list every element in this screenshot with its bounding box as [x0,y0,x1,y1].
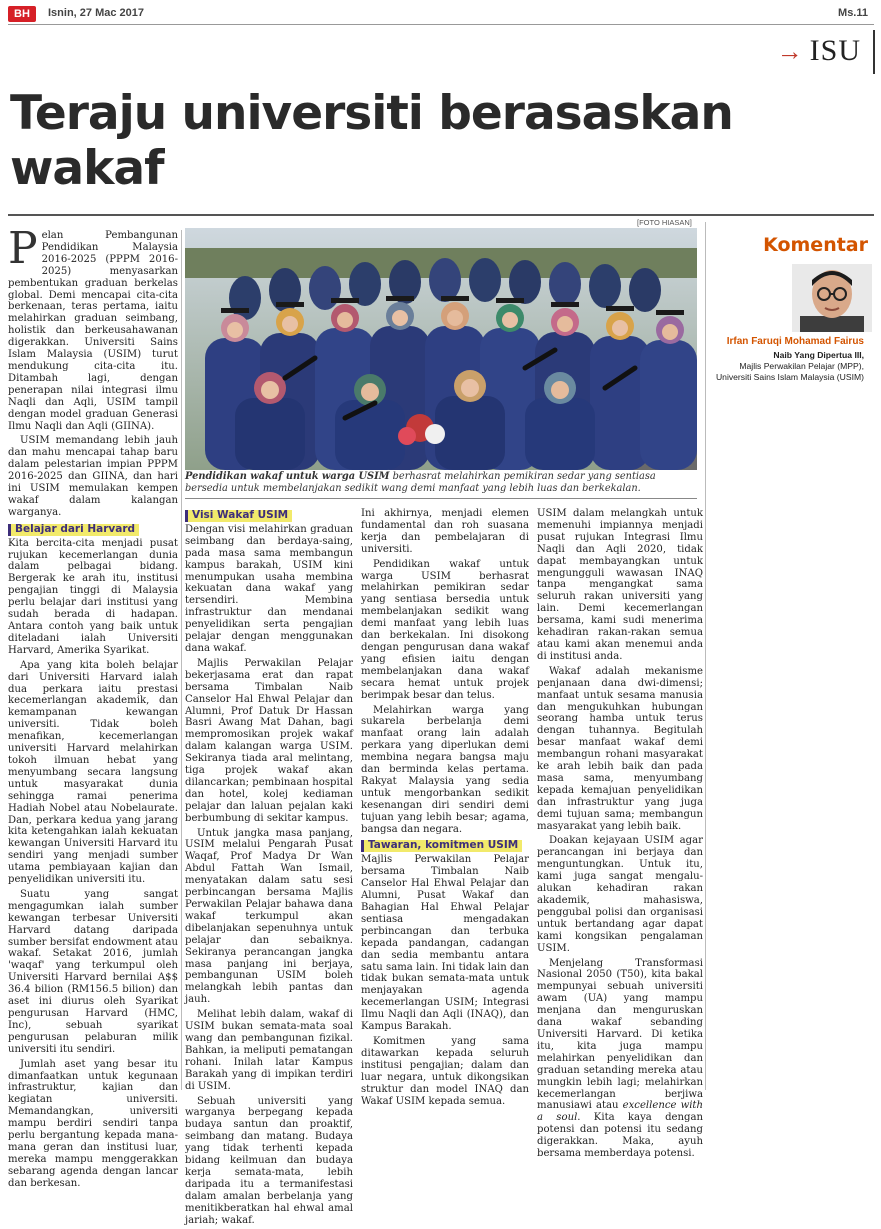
headline-rule [8,214,874,216]
paragraph: Melihat lebih dalam, wakaf di USIM bukan semata-mata soal wang dan pembangunan fizikal. Bahkan, ia meliputi pematangan rohani. Inilah latar Kampus Barakah yang di impikan terdiri di USIM. [185,1009,353,1092]
lead-paragraph: Pelan Pembangunan Pendidikan Malaysia 2016-2025 (PPPM 2016-2025) menyasarkan pembentukan graduan berkelas global. Demi mencapai cita-cita berkenaan, teras pertama, iaitu melahirkan graduan seimbang, holistik dan berkeusahawanan digerakkan. Universiti Sains Islam Malaysia (USIM) turut mendukung cita-cita itu. Ditambah lagi, dengan penerapan nilai integrasi ilmu Naqli dan Aqli, USIM tampil dengan model graduan Generasi Ilmu Naqli dan Aqli (GIINA). [8,223,178,432]
subhead-visi-wakaf: Visi Wakaf USIM [185,510,292,522]
paragraph: Majlis Perwakilan Pelajar bekerjasama erat dan rapat bersama Timbalan Naib Canselor Hal Ehwal Pelajar dan Alumni, Prof Datuk Dr Hassan Basri Awang Mat Dahan, bagi mempromosikan projek wakaf dalam kalangan warga USIM. Sekiranya tiada aral melintang, tiga projek wakaf akan dilancarkan; pembinaan hospital dan hotel, kolej kediaman pelajar dan laluan pejalan kaki berbumbung di sekitar kampus. [185,657,353,824]
author-org-1: Majlis Perwakilan Pelajar (MPP), [739,361,864,371]
author-name: Irfan Faruqi Mohamad Fairus [726,336,864,347]
paragraph: Komitmen yang sama ditawarkan kepada seluruh institusi pengajian; dalam dan luar negara, untuk dikongsikan struktur dan model INAQ dan Wakaf USIM kepada semua. [361,1035,529,1107]
section-label: ISU [809,34,861,67]
paragraph: USIM dalam melangkah untuk memenuhi impiannya menjadi pusat rujukan Integrasi Ilmu Naqli dan Aqli 2020, tidak dapat membayangkan untuk mengungguli wawasan INAQ tanpa mengangkat sama seluruh rakan universiti yang lain. Demi kecemerlangan bersama, kami sudi menerima kehadiran rakan-rakan semua atau kami akan menemui anda di institusi anda. [537,508,703,662]
paragraph: Jumlah aset yang besar itu dimanfaatkan untuk kegunaan infrastruktur, kajian dan kegiatan universiti. Memandangkan, universiti mampu berdiri sendiri tanpa perlu bergantung kepada mana-mana geran dan institusi luar, mereka mampu menggerakkan sebarang agenda dengan lancar dan berkesan. [8,1058,178,1189]
top-rule [8,24,874,25]
author-org-2: Universiti Sains Islam Malaysia (USIM) [715,372,864,382]
section-tag [777,34,861,68]
paragraph: Apa yang kita boleh belajar dari Universiti Harvard ialah dua perkara iaitu prestasi kecemerlangan akademik, dan kemampanan kewangan universiti. Tidak boleh menafikan, kecemerlangan universiti Harvard melahirkan tokoh ilmuan hebat yang menyumbang secara langsung untuk masyarakat dunia sehingga ramai penerima Hadiah Nobel atau Nobelaurate. Dan, perkara kedua yang jarang kita ketengahkan ialah kekuatan kewangan Universiti Harvard itu sendiri yang menjadi sumber utama pembiayaan kajian dan penyelidikan universiti itu. [8,659,178,886]
paragraph: Pendidikan wakaf untuk warga USIM berhasrat melahirkan pemikiran sedar yang sentiasa bersedia untuk membelanjakan sedikit wang demi manfaat yang lebih luas dan berkekalan. Ini disokong dengan pengurusan dana wakaf yang efisien iaitu dengan membelanjakan dana wakaf secara hemat untuk projek berimpak besar dan telus. [361,558,529,701]
page-number: Ms.11 [838,7,868,19]
graduates-illustration [185,228,697,470]
article-headline: Teraju universiti berasaskan wakaf [10,86,733,196]
column-rule [705,222,706,1090]
paragraph: Doakan kejayaan USIM agar perancangan ini berjaya dan menguntungkan. Untuk itu, kami juga sangat mengalu-alukan kehadiran rakan akademik, mahasiswa, penggubal polisi dan organisasi untuk bertandang agar dapat kami kongsikan pengalaman USIM. [537,835,703,954]
paragraph: Melahirkan warga yang sukarela berbelanja demi manfaat orang lain adalah perkara yang diperlukan demi membina negara bangsa maju dan berminda kelas pertama. Rakyat Malaysia yang sedia untuk mengorbankan sedikit kesenangan diri sendiri demi tujuan yang lebih besar; agama, bangsa dan negara. [361,704,529,835]
author-title: Naib Yang Dipertua III, [773,350,864,360]
komentar-box [710,228,874,418]
paragraph: Wakaf adalah mekanisme penjanaan dana dwi-dimensi; manfaat untuk sesama manusia dan mengukuhkan hubungan seorang hamba untuk terus dengan tuhannya. Begitulah besar manfaat wakaf demi membangun rohani masyarakat ke arah lebih baik dan pada masa sama, menyumbang kepada kemajuan penyelidikan dan infrastruktur yang juga demi tujuan sama; membangun masyarakat yang lebih baik. [537,665,703,832]
paragraph: Ini akhirnya, menjadi elemen fundamental dan roh suasana kerja dan pembelajaran di universiti. [361,508,529,555]
column-rule [181,230,182,1090]
graduation-photo [185,228,697,470]
paragraph: Dengan visi melahirkan graduan seimbang dan berdaya-saing, pada masa sama membangun kampus barakah, USIM kini menumpukan usaha membina kekuatan dana wakaf yang tersendiri. Membina infrastruktur dan mendanai penyelidikan serta pengajian pelajar dengan menggunakan dana wakaf. [185,523,353,654]
article-column-4 [537,508,703,1163]
paragraph: Suatu yang sangat mengagumkan ialah sumber kewangan terbesar Universiti Harvard datang daripada sumber bersifat endowment atau wakaf. Setakat 2016, jumlah 'waqaf' yang terkumpul oleh Universiti Harvard bernilai A$$ 36.4 bilion (RM156.5 bilion) dan aset ini diurus oleh Syarikat pengurusan Harvard (HMC, Inc), sebuah syarikat pengurusan pelaburan milik universiti itu sendiri. [8,888,178,1055]
arrow-right-icon: → [776,37,804,66]
komentar-title: Komentar [763,234,868,256]
caption-text: berhasrat melahirkan pemikiran sedar yang sentiasa bersedia untuk membelanjakan sedikit wang demi manfaat yang lebih luas dan berkekalan. [185,471,656,494]
bh-logo: BH [8,6,36,22]
caption-lead: Pendidikan wakaf untuk warga USIM [185,471,390,482]
paragraph: USIM memandang lebih jauh dan mahu mencapai tahap baru dalam pelestarian impian PPPM 2016-2025 dan GIINA, dan hari ini USIM memulakan kempen wakaf dalam kalangan warganya. [8,435,178,518]
paragraph: Sebuah universiti yang warganya berpegang kepada budaya santun dan proaktif, seimbang dan matang. Budaya yang tidak terhenti kepada bidang keilmuan dan budaya kerja semata-mata, lebih daripada itu a termanifestasi dalam amalan berbelanja yang menitikberatkan hal ehwal amal jariah; wakaf. [185,1095,353,1226]
author-role [704,350,864,383]
photo-credit: [FOTO HIASAN] [637,218,692,227]
article-column-3 [361,508,529,1110]
photo-caption [185,471,697,495]
paragraph: Untuk jangka masa panjang, USIM melalui Pengarah Pusat Waqaf, Prof Madya Dr Wan Abdul Fattah Wan Ismail, menyatakan dalam satu sesi perbincangan bersama Majlis Perwakilan Pelajar bahawa dana wakaf terkumpul akan dibelanjakan sepenuhnya untuk pelajar dan sebaiknya. Sekiranya perancangan jangka masa panjang ini berjaya, pembangunan USIM boleh melangkah lebih pantas dan jauh. [185,827,353,1006]
author-portrait [792,264,872,332]
caption-rule [185,498,697,499]
section-rule [873,30,875,74]
subhead-harvard: Belajar dari Harvard [8,524,139,536]
drop-cap: P [8,223,38,274]
article-column-2 [185,508,353,1229]
paragraph: Kita bercita-cita menjadi pusat rujukan kecemerlangan dunia dalam pelbagai bidang. Bergerak ke arah itu, institusi pengajian tinggi di Malaysia perlu belajar dari institusi yang sudah berada di hadapan. Antara contoh yang baik untuk diteladani ialah Universiti Harvard, Amerika Syarikat. [8,537,178,656]
subhead-tawaran: Tawaran, komitmen USIM [361,840,522,852]
masthead-bar [8,6,874,24]
paragraph: Menjelang Transformasi Nasional 2050 (T50), kita bakal mempunyai sebuah universiti awam (UA) yang mampu menjana dan menguruskan dana wakaf sebanding Universiti Harvard. Di ketika itu, kita juga mampu melahirkan penyelidikan dan graduan setanding mereka atau mungkin lebih lagi; melahirkan kecemerlangan berjiwa manusiawi atau excellence with a soul. Kita kaya dengan potensi dan potensi itu sedang digerakkan. Maka, ayuh bersama memberdaya potensi. [537,957,703,1160]
article-column-1 [8,223,178,1193]
paragraph: Majlis Perwakilan Pelajar bersama Timbalan Naib Canselor Hal Ehwal Pelajar dan Alumni, Pusat Wakaf dan Bahagian Hal Ehwal Pelajar sentiasa mengadakan perbincangan dan terbuka kepada pandangan, cadangan dan sedia membantu antara satu sama lain. Ini tidak lain dan tidak bukan semata-mata untuk menjayakan agenda kecemerlangan USIM; Integrasi Ilmu Naqli dan Aqli (INAQ), dan Kampus Barakah. [361,854,529,1033]
dateline: Isnin, 27 Mac 2017 [48,7,144,19]
